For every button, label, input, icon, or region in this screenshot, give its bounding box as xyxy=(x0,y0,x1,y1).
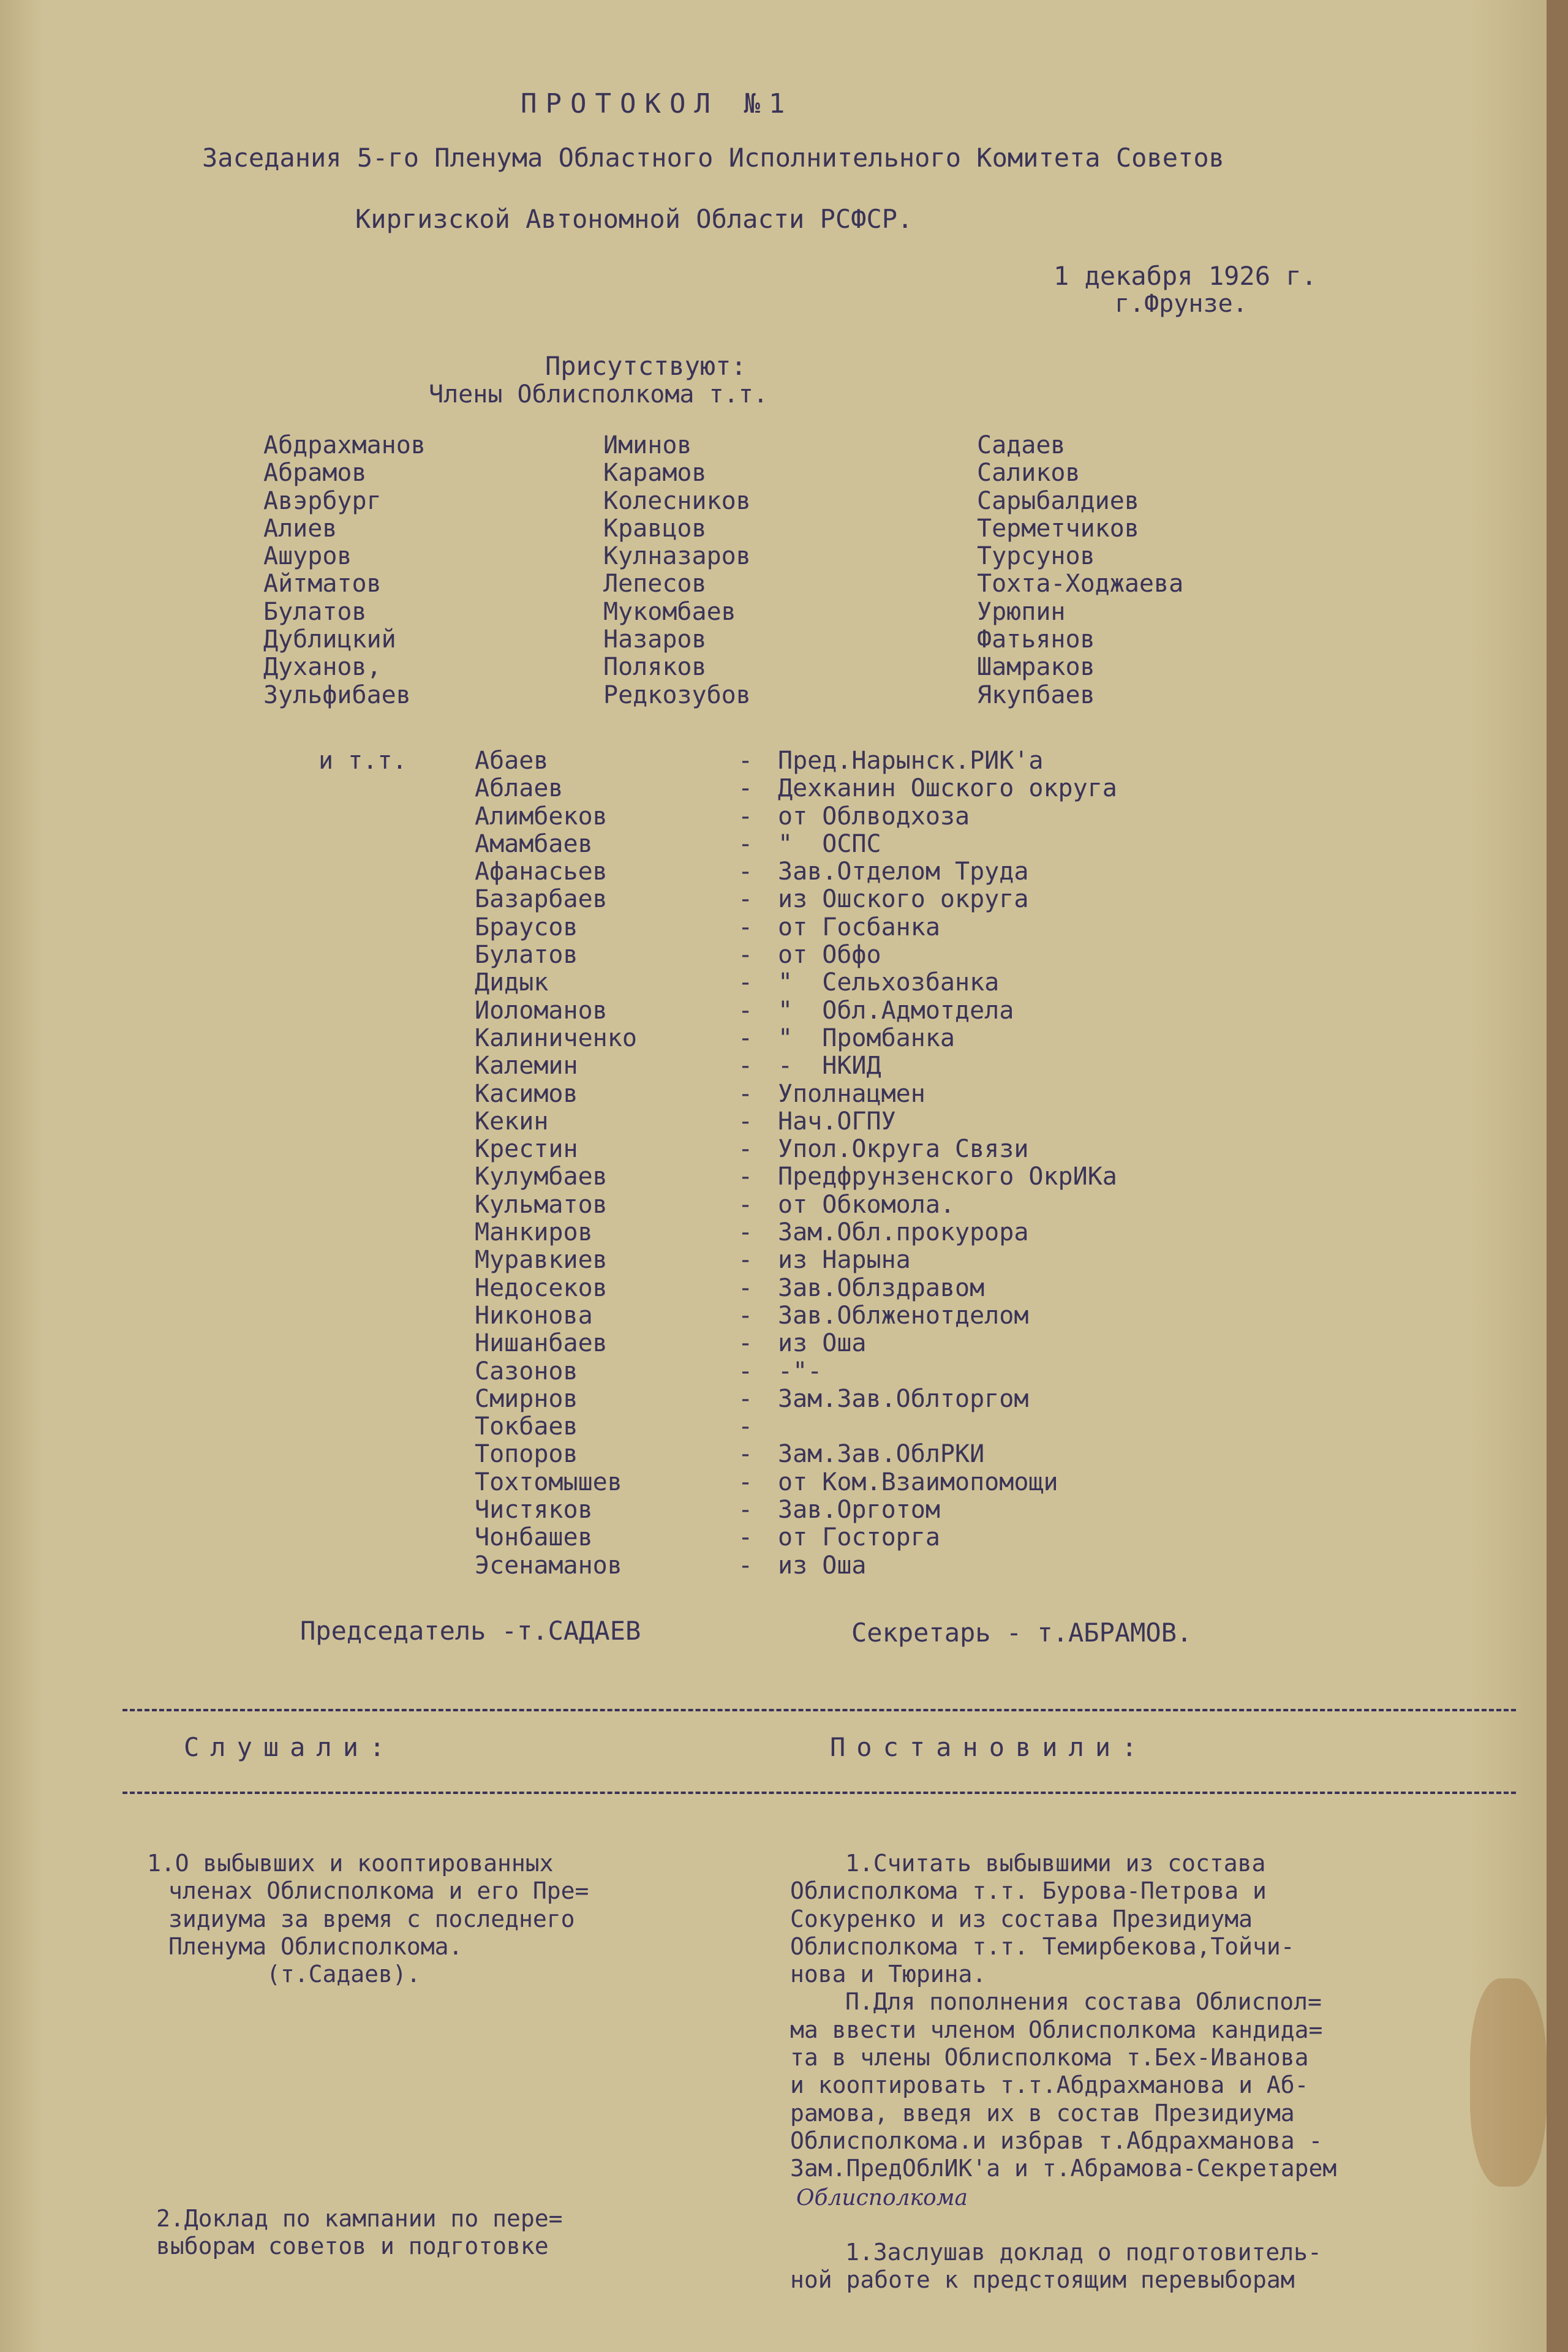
guest-role: от Обкомола. xyxy=(778,1190,955,1219)
heard-header: Слушали: xyxy=(184,1732,396,1762)
guest-name: Алимбеков xyxy=(475,802,608,831)
guest-role: Зав.Облздравом xyxy=(778,1273,985,1302)
guest-dash: - xyxy=(738,941,753,970)
guests-names xyxy=(475,747,637,1580)
member-name: Иминов xyxy=(603,431,692,459)
guest-dash: - xyxy=(738,1412,753,1441)
item-line: нова и Тюрина. xyxy=(790,1961,987,1988)
guest-name: Чистяков xyxy=(475,1496,593,1525)
guest-name: Касимов xyxy=(475,1079,578,1108)
item-line: та в члены Облисполкома т.Бех-Иванова xyxy=(790,2044,1309,2071)
member-name: Кравцов xyxy=(603,514,707,543)
guest-role: Зав.Орготом xyxy=(778,1496,940,1525)
protocol-title: ПРОТОКОЛ №1 xyxy=(521,88,794,119)
guest-name: Топоров xyxy=(475,1440,578,1469)
guest-name: Кекин xyxy=(475,1107,549,1136)
guest-name: Амамбаев xyxy=(475,829,593,858)
handwritten-note: Облисполкома xyxy=(796,2185,968,2211)
guest-role xyxy=(778,1413,1117,1441)
guest-name: Никонова xyxy=(475,1301,593,1330)
guest-role: " Обл.Адмотдела xyxy=(778,996,1014,1025)
item-line: П.Для пополнения состава Облиспол= xyxy=(845,1988,1322,2016)
guest-name: Манкиров xyxy=(475,1218,593,1247)
item-line: 1.О выбывших и кооптированных xyxy=(147,1850,554,1877)
guest-role: от Госторга xyxy=(778,1523,940,1552)
guest-role: " Сельхозбанка xyxy=(778,968,1000,997)
member-name: Булатов xyxy=(263,597,367,626)
member-name: Мукомбаев xyxy=(603,597,736,626)
guest-name: Браусов xyxy=(475,913,578,941)
paper-stain xyxy=(1470,1978,1547,2187)
guest-dash: - xyxy=(738,1190,753,1219)
guest-role: " Промбанка xyxy=(778,1023,955,1052)
guest-dash: - xyxy=(738,1551,753,1580)
guest-dash: - xyxy=(738,1523,753,1552)
member-name: Якупбаев xyxy=(977,680,1095,709)
guest-role: от Госбанка xyxy=(778,913,940,941)
member-name: Саликов xyxy=(977,459,1080,488)
guest-role: Дехканин Ошского округа xyxy=(778,774,1117,803)
guest-name: Иоломанов xyxy=(475,996,608,1025)
guest-dash: - xyxy=(738,1218,753,1247)
member-name: Кулназаров xyxy=(603,542,751,571)
guest-role: из Оша xyxy=(778,1551,867,1580)
guest-dash: - xyxy=(738,1496,753,1525)
guest-role: от Ком.Взаимопомощи xyxy=(778,1468,1058,1496)
guest-name: Дидык xyxy=(475,968,549,997)
guest-role: - НКИД xyxy=(778,1052,881,1080)
guest-role: Зав.Отделом Труда xyxy=(778,858,1029,886)
member-name: Поляков xyxy=(603,653,707,682)
item-line: рамова, введя их в состав Президиума xyxy=(790,2099,1295,2127)
guest-name: Крестин xyxy=(475,1135,578,1164)
guest-dash: - xyxy=(738,747,753,775)
member-name: Абдрахманов xyxy=(263,431,426,459)
guest-role: из Нарына xyxy=(778,1246,911,1275)
guest-dash: - xyxy=(738,858,753,886)
guest-role: Зам.Зав.ОблРКИ xyxy=(778,1440,985,1469)
guest-dash: - xyxy=(738,968,753,997)
item-line: Зам.ПредОблИК'а и т.Абрамова-Секретарем xyxy=(790,2155,1337,2182)
guest-name: Булатов xyxy=(475,941,578,970)
guest-dash: - xyxy=(738,1163,753,1191)
member-name: Колесников xyxy=(603,486,751,515)
guest-role: Зав.Облженотделом xyxy=(778,1301,1029,1330)
item-line: (т.Садаев). xyxy=(266,1961,421,1988)
guest-role: Предфрунзенского ОкрИКа xyxy=(778,1163,1117,1191)
member-name: Назаров xyxy=(603,625,707,654)
resolved-header: Постановили: xyxy=(830,1732,1148,1762)
item-line: зидиума за время с последнего xyxy=(168,1905,575,1932)
guest-dash: - xyxy=(738,774,753,803)
guest-dash: - xyxy=(738,1246,753,1275)
item2-heard xyxy=(156,2205,562,2261)
guest-name: Тохтомышев xyxy=(475,1468,622,1496)
session-title-line1: Заседания 5-го Пленума Областного Исполнительного Комитета Советов xyxy=(202,143,1224,173)
protocol-date: 1 декабря 1926 г. xyxy=(1054,261,1317,291)
guest-role: Уполнацмен xyxy=(778,1079,925,1108)
member-name: Редкозубов xyxy=(603,680,751,709)
guest-dash: - xyxy=(738,1301,753,1330)
guest-dash: - xyxy=(738,802,753,831)
session-title-line2: Киргизской Автономной Области РСФСР. xyxy=(355,204,913,234)
divider-top xyxy=(123,1709,1516,1711)
guests-prefix: и т.т. xyxy=(318,747,407,775)
guest-dash: - xyxy=(738,1384,753,1413)
item-line: и кооптировать т.т.Абдрахманова и Аб- xyxy=(790,2071,1309,2099)
item-line: Сокуренко и из состава Президиума xyxy=(790,1905,1253,1932)
guest-dash: - xyxy=(738,1468,753,1496)
item-line: Пленума Облисполкома. xyxy=(168,1932,463,1960)
members-column-3 xyxy=(977,432,1183,709)
member-name: Айтматов xyxy=(263,570,382,598)
guest-name: Нишанбаев xyxy=(475,1329,608,1358)
guest-role: из Ошского округа xyxy=(778,885,1029,914)
guest-dash: - xyxy=(738,1329,753,1358)
guest-role: от Облводхоза xyxy=(778,802,970,831)
guests-roles xyxy=(778,747,1117,1580)
member-name: Дублицкий xyxy=(263,625,396,654)
guest-name: Сазонов xyxy=(475,1357,578,1385)
item-line: 1.Заслушав доклад о подготовитель- xyxy=(845,2239,1322,2266)
item-line: Облисполкома т.т. Бурова-Петрова и xyxy=(790,1877,1267,1905)
guest-role: Пред.Нарынск.РИК'а xyxy=(778,747,1044,775)
item-line: 1.Считать выбывшими из состава xyxy=(845,1850,1266,1877)
item-line: членах Облисполкома и его Пре= xyxy=(168,1877,589,1905)
item-line: выборам советов и подготовке xyxy=(156,2233,549,2260)
chairman-line: Председатель -т.САДАЕВ xyxy=(300,1616,641,1646)
guest-name: Абаев xyxy=(475,747,549,775)
member-name: Тохта-Ходжаева xyxy=(977,570,1184,598)
guest-name: Недосеков xyxy=(475,1273,608,1302)
guest-dash: - xyxy=(738,913,753,941)
guest-dash: - xyxy=(738,996,753,1025)
guest-role: -"- xyxy=(778,1357,823,1385)
item-line: ной работе к предстоящим перевыборам xyxy=(790,2266,1295,2294)
item-line: Облисполкома.и избрав т.Абдрахманова - xyxy=(790,2127,1323,2154)
guest-role: Зам.Зав.Облторгом xyxy=(778,1384,1029,1413)
guest-role: Упол.Округа Связи xyxy=(778,1135,1029,1164)
guest-name: Кулумбаев xyxy=(475,1163,608,1191)
guest-name: Калиниченко xyxy=(475,1023,637,1052)
member-name: Турсунов xyxy=(977,542,1095,571)
secretary-line: Секретарь - т.АБРАМОВ. xyxy=(851,1618,1193,1648)
member-name: Сарыбалдиев xyxy=(977,486,1139,515)
member-name: Терметчиков xyxy=(977,514,1139,543)
member-name: Садаев xyxy=(977,431,1066,459)
member-name: Духанов, xyxy=(263,653,382,682)
guest-dash: - xyxy=(738,1107,753,1136)
guest-name: Базарбаев xyxy=(475,885,608,914)
member-name: Лепесов xyxy=(603,570,707,598)
guest-dash: - xyxy=(738,1440,753,1469)
item1-resolved xyxy=(790,1850,1336,2183)
guest-role: из Оша xyxy=(778,1329,867,1358)
member-name: Ашуров xyxy=(263,542,352,571)
guest-name: Калемин xyxy=(475,1052,578,1080)
guest-dash: - xyxy=(738,885,753,914)
member-name: Карамов xyxy=(603,459,707,488)
attendance-subheading: Члены Облисполкома т.т. xyxy=(429,380,768,409)
guest-name: Афанасьев xyxy=(475,858,608,886)
guest-dash: - xyxy=(738,1357,753,1385)
guest-dash: - xyxy=(738,1079,753,1108)
item-line: ма ввести членом Облисполкома кандида= xyxy=(790,2016,1323,2043)
guest-name: Токбаев xyxy=(475,1412,578,1441)
guest-name: Смирнов xyxy=(475,1384,578,1413)
member-name: Авэрбург xyxy=(263,486,382,515)
member-name: Фатьянов xyxy=(977,625,1095,654)
guest-dash: - xyxy=(738,1052,753,1080)
guest-role: " ОСПС xyxy=(778,829,881,858)
attendance-heading: Присутствуют: xyxy=(545,351,747,381)
guest-dash: - xyxy=(738,829,753,858)
guest-role: от Обфо xyxy=(778,941,881,970)
member-name: Зульфибаев xyxy=(263,680,411,709)
guest-role: Нач.ОГПУ xyxy=(778,1107,896,1136)
guest-name: Муравкиев xyxy=(475,1246,608,1275)
guest-dash: - xyxy=(738,1135,753,1164)
guest-dash: - xyxy=(738,1273,753,1302)
divider-bottom xyxy=(123,1792,1516,1794)
item2-resolved xyxy=(790,2239,1322,2294)
item-line: Облисполкома т.т. Темирбекова,Тойчи- xyxy=(790,1932,1295,1960)
members-column-2 xyxy=(603,432,751,709)
guest-role: Зам.Обл.прокурора xyxy=(778,1218,1029,1247)
guest-name: Эсенаманов xyxy=(475,1551,622,1580)
guest-name: Кульматов xyxy=(475,1190,608,1219)
protocol-place: г.Фрунзе. xyxy=(1115,290,1248,318)
member-name: Алиев xyxy=(263,514,337,543)
members-column-1 xyxy=(263,432,426,709)
guest-name: Чонбашев xyxy=(475,1523,593,1552)
guests-dashes xyxy=(738,747,753,1580)
item-line: 2.Доклад по кампании по пере= xyxy=(156,2205,563,2232)
member-name: Урюпин xyxy=(977,597,1066,626)
member-name: Абрамов xyxy=(263,459,367,488)
guest-name: Аблаев xyxy=(475,774,564,803)
member-name: Шамраков xyxy=(977,653,1095,682)
guest-dash: - xyxy=(738,1023,753,1052)
item1-heard xyxy=(147,1850,589,1988)
